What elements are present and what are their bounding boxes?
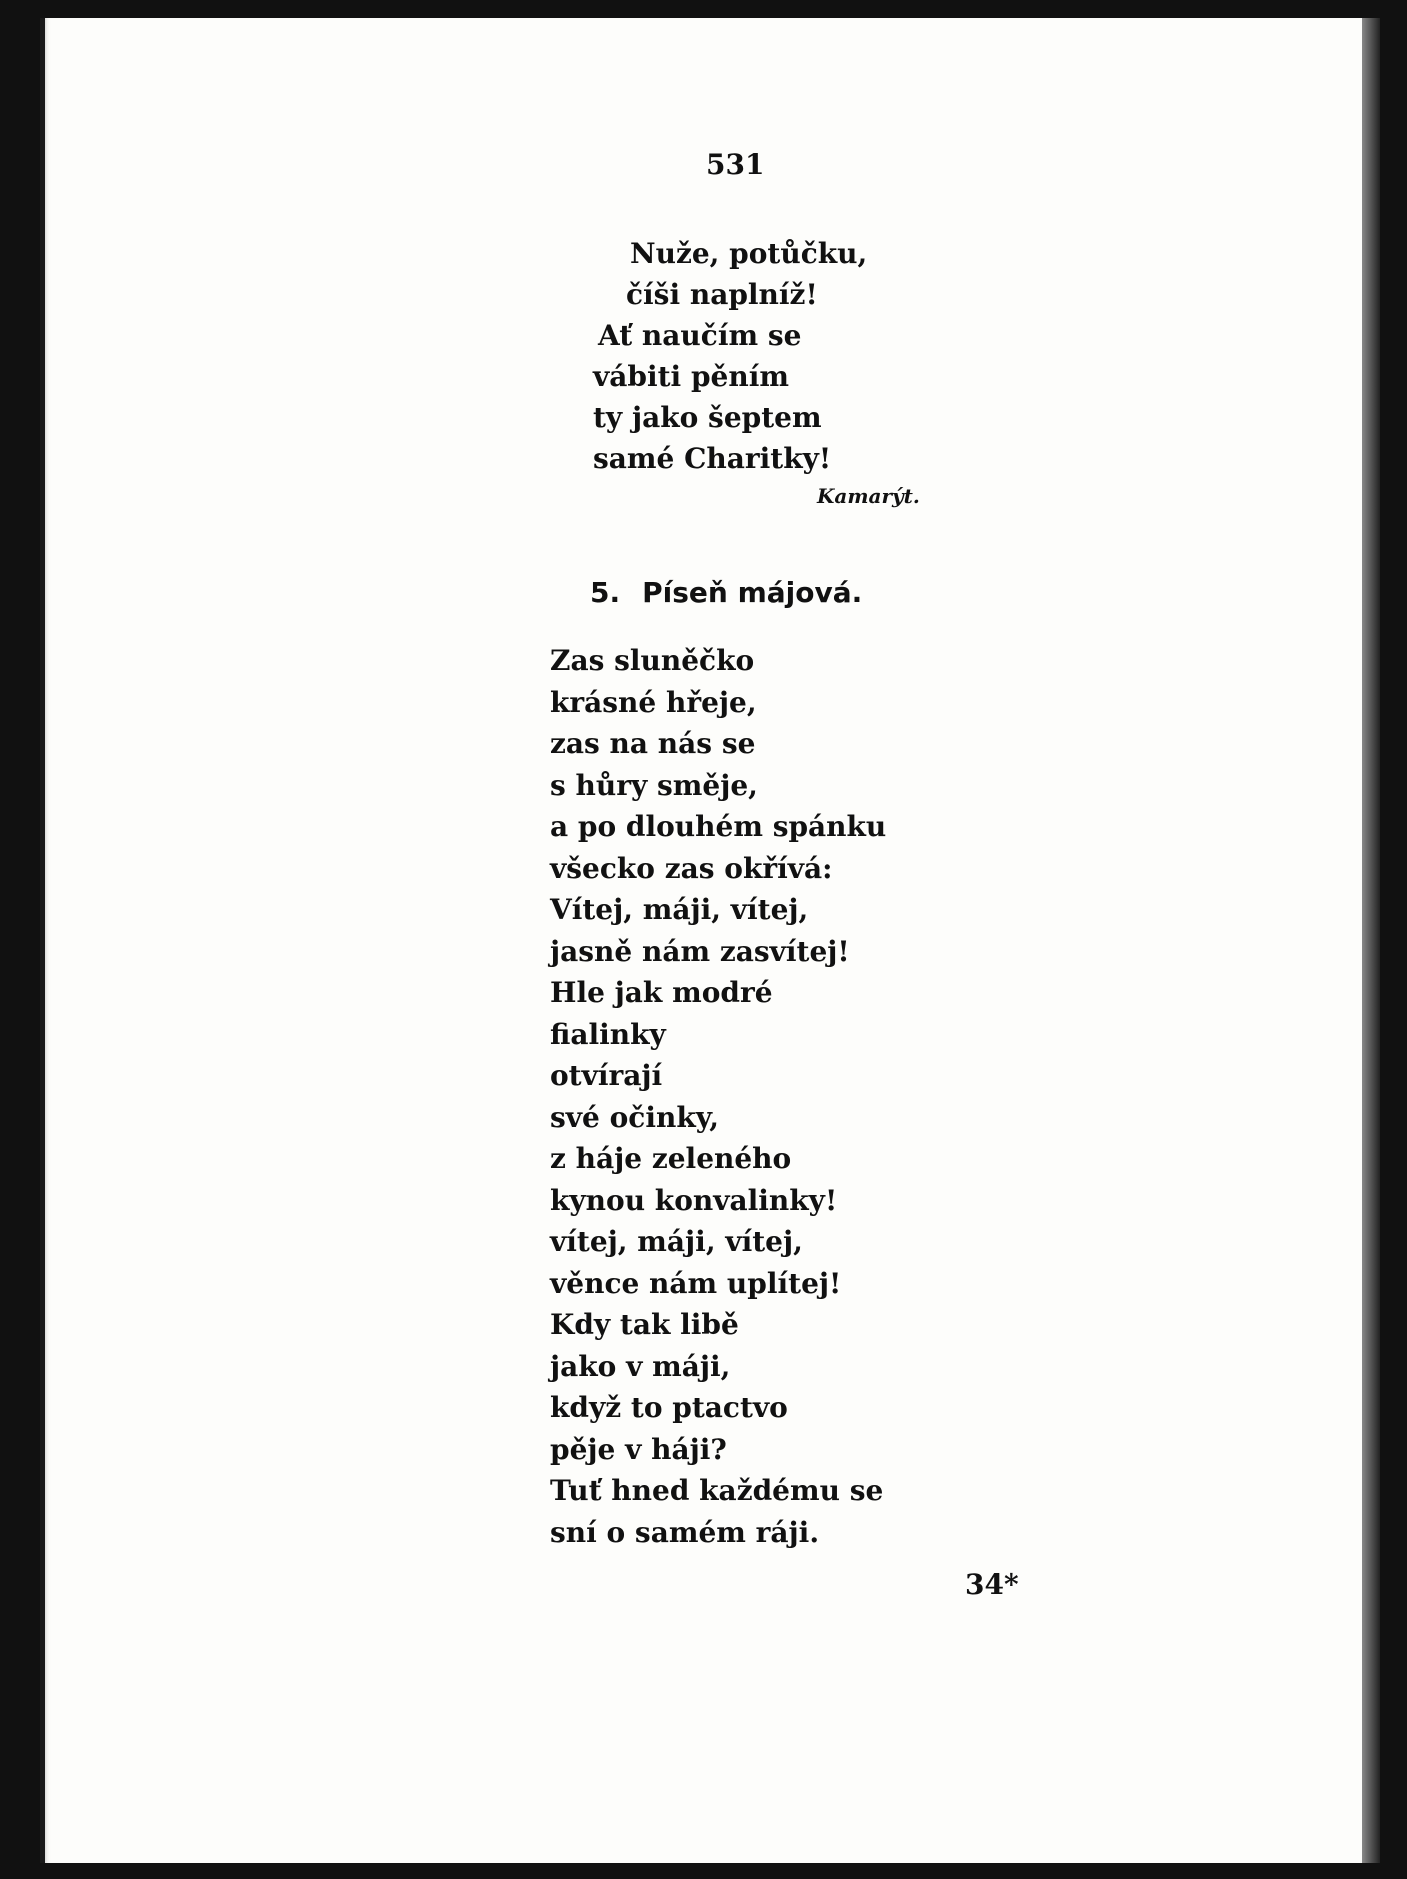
section-heading — [590, 576, 862, 609]
poem-line: fialinky — [550, 1017, 666, 1051]
page-number: 531 — [706, 148, 765, 181]
poem-line: číši naplníž! — [626, 278, 818, 311]
poem-line: ty jako šeptem — [593, 401, 822, 434]
poem-line: krásné hřeje, — [550, 685, 757, 719]
poem-line: Vítej, máji, vítej, — [550, 893, 809, 926]
poem-line: samé Charitky! — [593, 442, 832, 475]
section-number: 5. — [590, 576, 621, 609]
poem-line: a po dlouhém spánku — [550, 810, 887, 843]
poem-line: z háje zeleného — [550, 1142, 792, 1175]
book-page — [40, 18, 1380, 1863]
poem-line: otvírají — [550, 1059, 663, 1092]
poem-line: Nuže, potůčku, — [630, 237, 868, 270]
poem-line: vábiti pěním — [593, 360, 789, 393]
poem-line: Tuť hned každému se — [550, 1474, 884, 1507]
poem-line: Zas sluněčko — [550, 644, 755, 677]
poem-line: své očinky, — [550, 1100, 720, 1134]
poem-line: všecko zas okřívá: — [550, 851, 833, 885]
page-left-edge — [40, 18, 45, 1863]
signature-mark: 34* — [965, 1568, 1019, 1601]
poem-line: Kdy tak libě — [550, 1308, 739, 1341]
poem-line: kynou konvalinky! — [550, 1183, 838, 1217]
poem-author: Kamarýt. — [817, 484, 920, 508]
page-right-edge — [1362, 18, 1380, 1863]
poem-line: když to ptactvo — [550, 1391, 788, 1424]
poem-line: zas na nás se — [550, 727, 756, 760]
poem-line: jasně nám zasvítej! — [550, 934, 850, 968]
section-title: Píseň májová. — [642, 576, 863, 609]
poem-line: Hle jak modré — [550, 976, 773, 1009]
poem-line: sní o samém ráji. — [550, 1515, 820, 1549]
poem-line: s hůry směje, — [550, 768, 758, 802]
poem-line: pěje v háji? — [550, 1432, 727, 1466]
poem-line: Ať naučím se — [598, 319, 802, 352]
poem-line: věnce nám uplítej! — [550, 1266, 842, 1300]
poem-a — [553, 233, 867, 479]
poem-line: vítej, máji, vítej, — [550, 1225, 803, 1258]
poem-line: jako v máji, — [550, 1349, 731, 1383]
poem-b — [550, 640, 886, 1553]
